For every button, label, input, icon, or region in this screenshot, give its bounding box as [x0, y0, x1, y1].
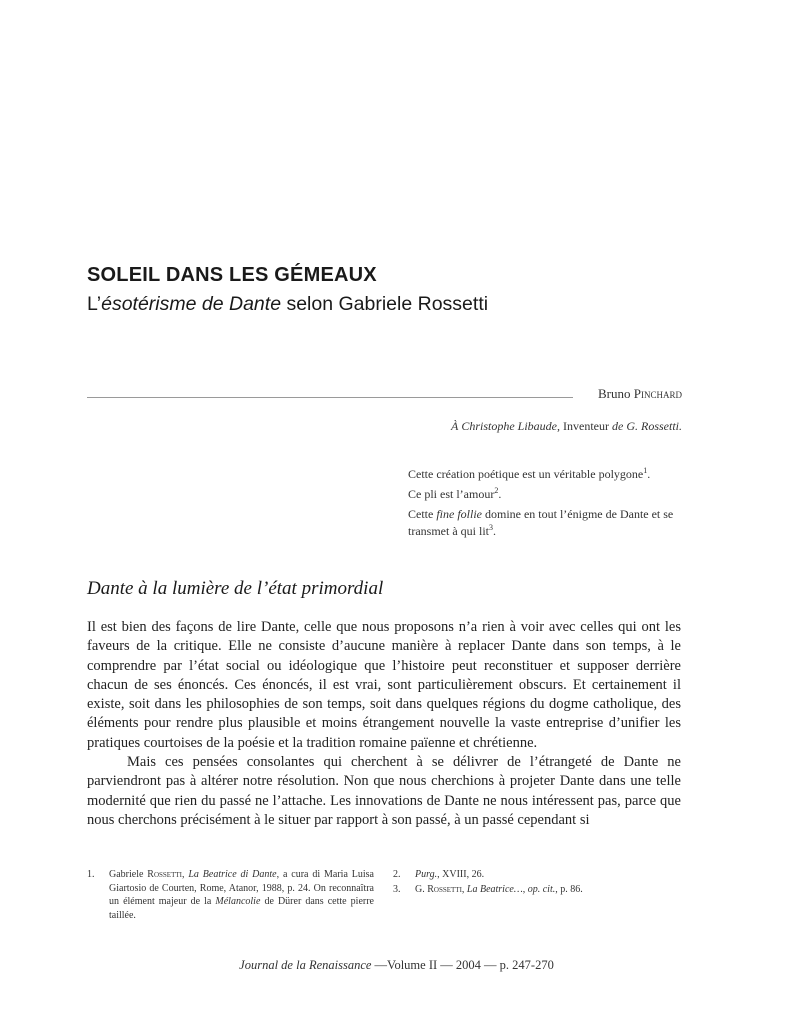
- article-subtitle: L’ésotérisme de Dante selon Gabriele Rossetti: [87, 293, 489, 315]
- journal-footer: Journal de la Renaissance —Volume II — 2004 — p. 247-270: [239, 958, 554, 972]
- body-text: [87, 618, 681, 830]
- article-title: SOLEIL DANS LES GÉMEAUX: [87, 264, 377, 286]
- paragraph-2: Mais ces pensées consolantes qui cherchent à se délivrer de l’étrangeté de Dante ne parviendront pas à altérer notre résolution. Non que nous cherchions à projeter Dante dans une telle modernité que rien du passé ne l’attache. Les innovations de Dante ne nous intéressent pas, parce que nous cherchons précisément à le situer par rapport à son passé, à un passé cependant si: [87, 754, 681, 828]
- paragraph-1: Il est bien des façons de lire Dante, celle que nous proposons n’a rien à voir avec celles qui ont les faveurs de la critique. Elle ne consiste d’aucune manière à replacer Dante dans son temps, à le comprendre par l’état social ou idéologique que l’histoire peut reconstituer et supposer derrière chacun de ses énoncés. Ces énoncés, il est vrai, sont particulièrement obscurs. Et certainement il existe, soit dans les philosophies de son temps, soit dans quelques régions du dogme catholique, des éléments pour rendre plus plausible et moins étrangement nouvelle la vaste entreprise d’unifier les pratiques courtoises de la poésie et la tradition romaine païenne et chrétienne.: [87, 619, 681, 751]
- epigraphs: [408, 466, 688, 543]
- epigraph-3: Cette fine follie domine en tout l’énigme de Dante et se transmet à qui lit$^3$.: [408, 507, 674, 538]
- footnote-ref-3[interactable]: 3: [488, 523, 493, 532]
- epigraph-1: Cette création poétique est un véritable polygone$^1$.: [408, 466, 651, 481]
- dedication: À Christophe Libaude, Inventeur de G. Rossetti.: [451, 419, 682, 433]
- footnote-1: 1. Gabriele Rossetti, La Beatrice di Dante, a cura di Maria Luisa Giartosio de Courten, Rome, Atanor, 1988, p. 24. On reconnaîtra un élément majeur de la Mélancolie de Dürer dans cette pierre taillée.: [87, 869, 374, 921]
- section-title: Dante à la lumière de l’état primordial: [87, 578, 384, 599]
- author-name: Bruno Pinchard: [598, 386, 682, 401]
- footnote-ref-1[interactable]: 1: [643, 466, 648, 475]
- author-rule: [87, 397, 573, 398]
- epigraph-2: Ce pli est l’amour$^2$.: [408, 486, 502, 501]
- footnote-ref-2[interactable]: 2: [494, 486, 499, 495]
- footnote-3: 3. G. Rossetti, La Beatrice…, op. cit., p. 86.: [393, 883, 583, 895]
- footnote-2: 2. Purg., XVIII, 26.: [393, 869, 485, 880]
